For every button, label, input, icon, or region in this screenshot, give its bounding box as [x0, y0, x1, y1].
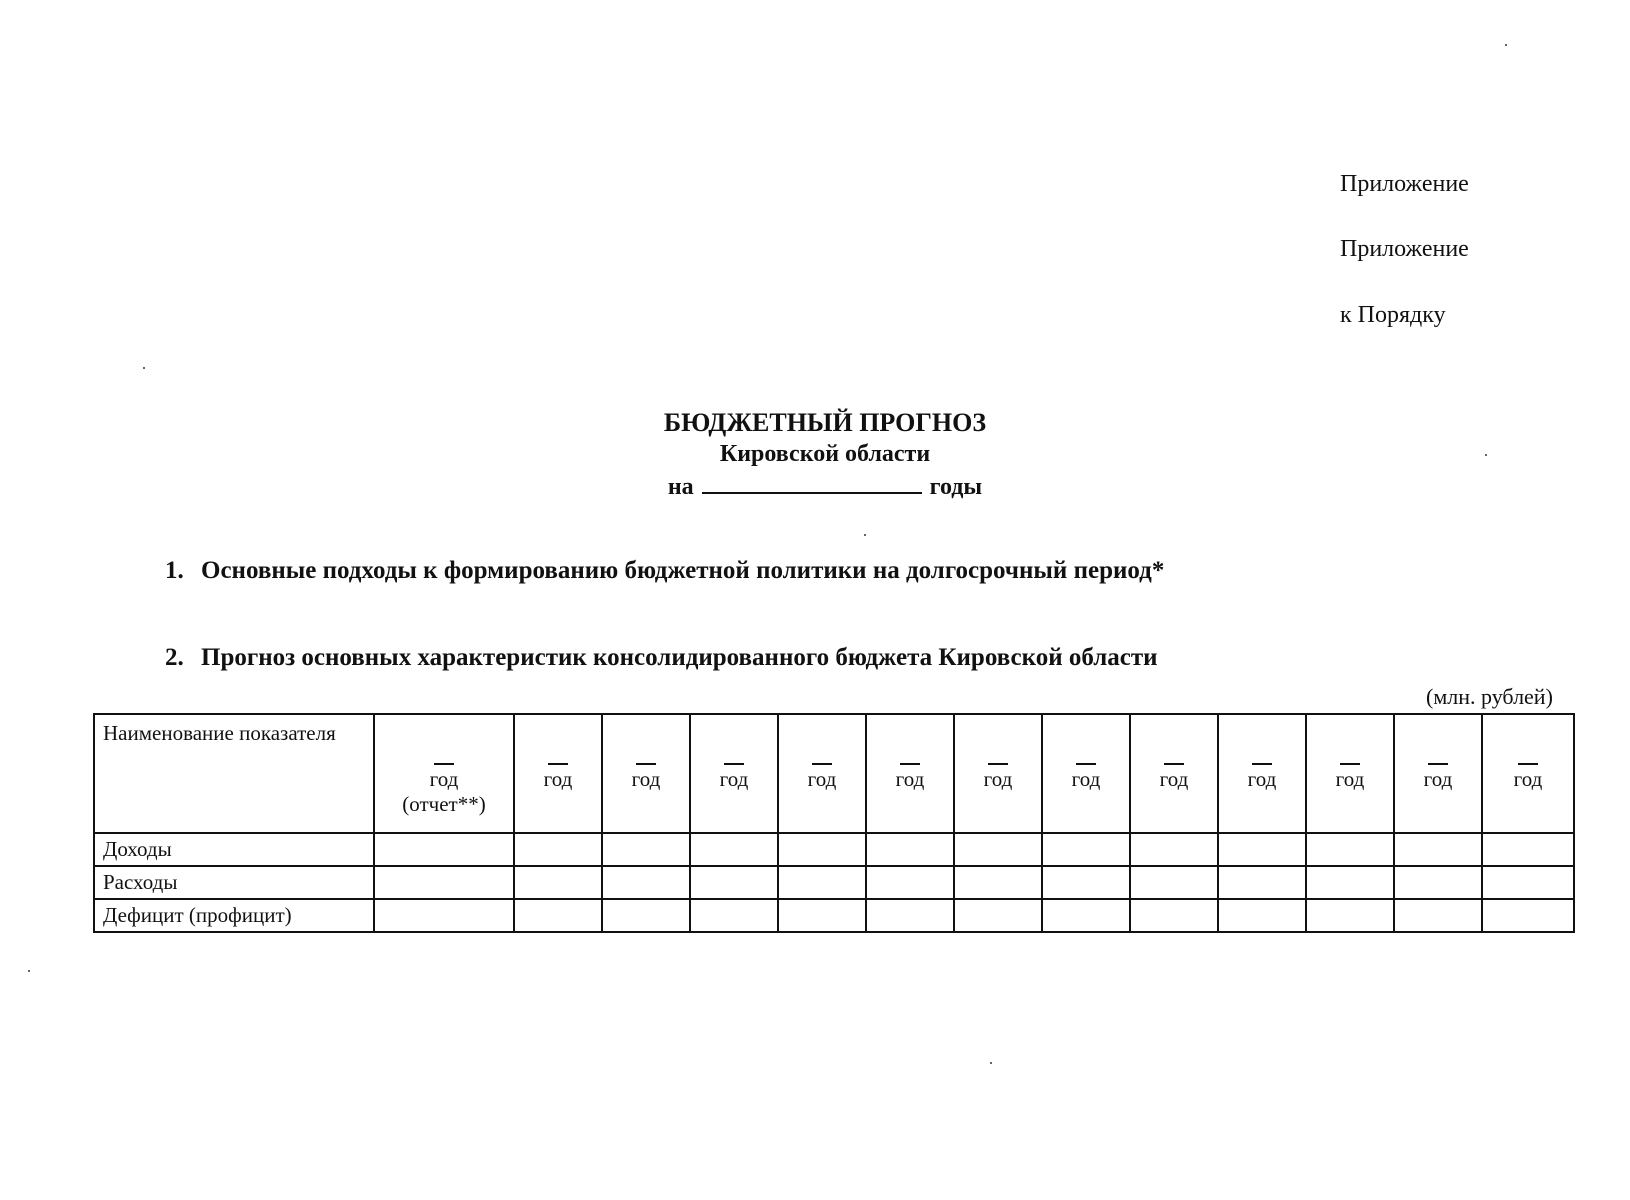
table-cell	[954, 833, 1042, 866]
table-row-income	[94, 833, 1574, 866]
table-cell	[1482, 833, 1574, 866]
table-cell	[1306, 866, 1394, 899]
year-blank-line	[1340, 763, 1360, 765]
appendix-line-3: к Порядку	[1340, 302, 1446, 328]
year-blank-line	[1518, 763, 1538, 765]
table-cell	[1482, 866, 1574, 899]
year-blank-line	[900, 763, 920, 765]
table-cell	[1482, 899, 1574, 932]
table-cell	[690, 899, 778, 932]
table-cell	[1394, 866, 1482, 899]
report-year-header	[374, 714, 514, 833]
table-cell	[1130, 833, 1218, 866]
table-cell	[1306, 899, 1394, 932]
table-row-expenses	[94, 866, 1574, 899]
year-label: год	[429, 767, 459, 791]
year-label: год	[543, 767, 573, 791]
year-blank-line	[812, 763, 832, 765]
document-period	[10, 474, 1630, 501]
table-cell	[514, 899, 602, 932]
indicator-name-header: Наименование показателя	[94, 714, 374, 833]
year-label: год	[983, 767, 1013, 791]
appendix-line-2: Приложение	[1340, 236, 1469, 262]
year-header	[1130, 714, 1218, 833]
table-cell	[1218, 899, 1306, 932]
row-label: Расходы	[94, 866, 374, 899]
year-header	[1042, 714, 1130, 833]
year-label: год	[807, 767, 837, 791]
year-header	[866, 714, 954, 833]
year-header	[690, 714, 778, 833]
table-cell	[778, 899, 866, 932]
year-label: год	[1071, 767, 1101, 791]
period-blank-line	[702, 474, 922, 494]
table-row-deficit	[94, 899, 1574, 932]
table-cell	[690, 833, 778, 866]
year-label: год	[1335, 767, 1365, 791]
year-header	[602, 714, 690, 833]
year-label: год	[1159, 767, 1189, 791]
table-cell	[866, 899, 954, 932]
section-1-heading	[165, 557, 1164, 585]
scan-speck	[1485, 454, 1487, 456]
table-cell	[1394, 833, 1482, 866]
section-1-text: Основные подходы к формированию бюджетной политики на долгосрочный период*	[201, 557, 1165, 584]
table-cell	[602, 899, 690, 932]
table-cell	[514, 866, 602, 899]
year-blank-line	[1428, 763, 1448, 765]
year-header	[1394, 714, 1482, 833]
table-cell	[1394, 899, 1482, 932]
table-cell	[1042, 866, 1130, 899]
table-cell	[1218, 866, 1306, 899]
row-label: Дефицит (профицит)	[94, 899, 374, 932]
period-prefix: на	[667, 474, 694, 500]
scan-speck	[990, 1062, 992, 1064]
table-cell	[374, 866, 514, 899]
section-1-number: 1.	[165, 557, 184, 584]
year-blank-line	[1076, 763, 1096, 765]
period-suffix: годы	[929, 474, 983, 500]
year-header	[514, 714, 602, 833]
table-cell	[1042, 899, 1130, 932]
year-header	[1482, 714, 1574, 833]
table-cell	[778, 866, 866, 899]
units-label: (млн. рублей)	[1426, 684, 1553, 709]
year-label: год	[1423, 767, 1453, 791]
year-header	[778, 714, 866, 833]
year-blank-line	[1252, 763, 1272, 765]
row-label: Доходы	[94, 833, 374, 866]
scan-speck	[28, 970, 30, 972]
scan-speck	[864, 534, 866, 536]
table-cell	[1306, 833, 1394, 866]
budget-forecast-table	[93, 713, 1575, 933]
year-header	[954, 714, 1042, 833]
table-cell	[602, 866, 690, 899]
table-cell	[866, 833, 954, 866]
table-cell	[954, 899, 1042, 932]
appendix-line-1: Приложение	[1340, 171, 1469, 197]
table-cell	[866, 866, 954, 899]
section-2-number: 2.	[165, 644, 184, 671]
section-2-text: Прогноз основных характеристик консолидированного бюджета Кировской области	[201, 644, 1158, 671]
table-cell	[1130, 866, 1218, 899]
scan-speck	[1505, 44, 1507, 46]
table-cell	[514, 833, 602, 866]
year-label: год	[1513, 767, 1543, 791]
year-label: год	[719, 767, 749, 791]
year-blank-line	[434, 763, 454, 765]
table-cell	[778, 833, 866, 866]
section-2-heading	[165, 644, 1158, 672]
year-blank-line	[1164, 763, 1184, 765]
year-blank-line	[548, 763, 568, 765]
table-header-row	[94, 714, 1574, 833]
year-label: год	[631, 767, 661, 791]
year-blank-line	[988, 763, 1008, 765]
table-cell	[954, 866, 1042, 899]
year-label: год	[1247, 767, 1277, 791]
table-cell	[374, 899, 514, 932]
year-blank-line	[636, 763, 656, 765]
table-cell	[1218, 833, 1306, 866]
table-cell	[1042, 833, 1130, 866]
document-region: Кировской области	[719, 441, 931, 467]
scan-speck	[143, 367, 145, 369]
table-cell	[374, 833, 514, 866]
year-header	[1218, 714, 1306, 833]
document-title: БЮДЖЕТНЫЙ ПРОГНОЗ	[663, 408, 987, 437]
year-label: год	[895, 767, 925, 791]
year-header	[1306, 714, 1394, 833]
table-cell	[602, 833, 690, 866]
table-cell	[1130, 899, 1218, 932]
report-note: (отчет**)	[402, 792, 486, 816]
year-blank-line	[724, 763, 744, 765]
table-cell	[690, 866, 778, 899]
